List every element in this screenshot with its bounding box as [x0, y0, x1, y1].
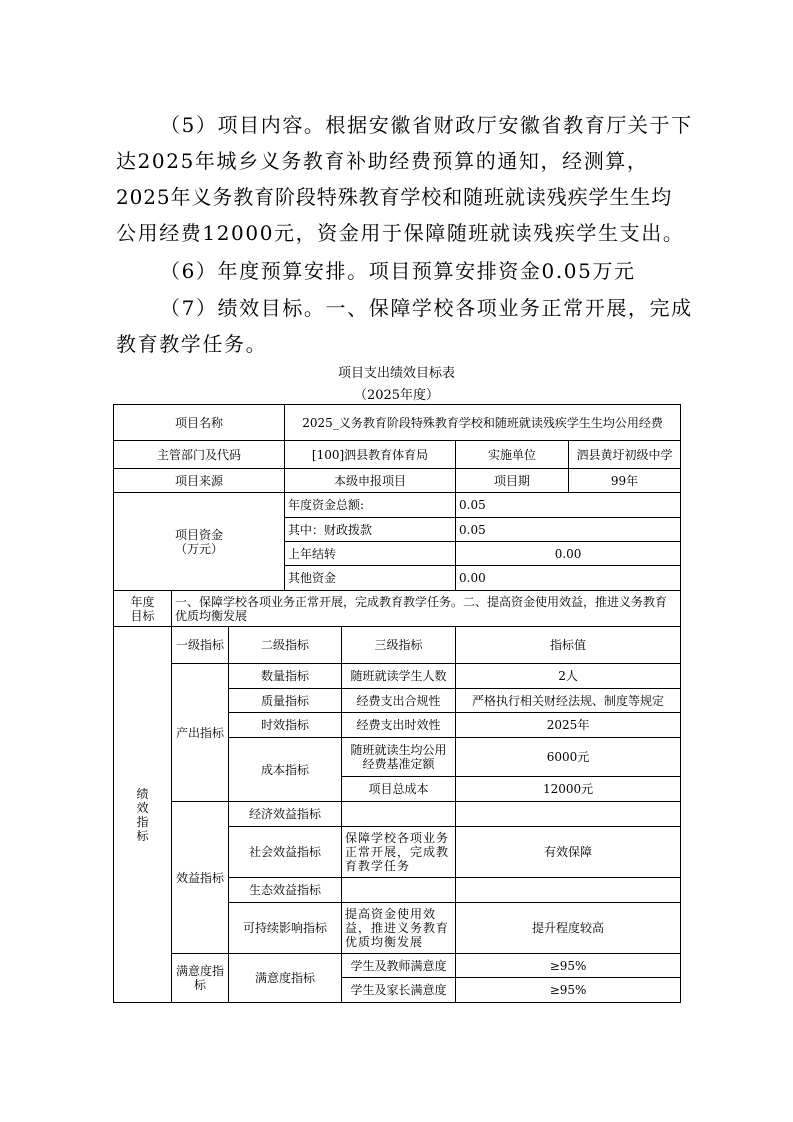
annual-goal-label — [114, 591, 172, 627]
satisfaction1-value: ≥95% — [456, 954, 681, 978]
quality-indicator: 质量指标 — [229, 689, 342, 713]
quality-value: 严格执行相关财经法规、制度等规定 — [456, 689, 681, 713]
total-funds-label: 年度资金总额: — [285, 493, 456, 518]
cost-indicator: 成本指标 — [229, 738, 342, 802]
dept-value: [100]泗县教育体育局 — [285, 441, 456, 469]
annual-goal-label-1: 年度 — [130, 594, 155, 609]
paragraph-7-line-2: 教育教学任务。 — [116, 332, 268, 356]
carryover-label: 上年结转 — [285, 542, 456, 566]
ecological-indicator: 生态效益指标 — [229, 878, 342, 903]
economic-l3 — [342, 802, 456, 827]
cost1-value: 6000元 — [456, 738, 681, 777]
timeliness-l3: 经费支出时效性 — [342, 713, 456, 738]
period-label: 项目期 — [456, 469, 569, 493]
ecological-value — [456, 878, 681, 903]
header-level2: 二级指标 — [229, 627, 342, 664]
satisfaction-l2: 满意度指标 — [229, 954, 342, 1003]
quality-l3: 经费支出合规性 — [342, 689, 456, 713]
economic-indicator: 经济效益指标 — [229, 802, 342, 827]
cost2-l3: 项目总成本 — [342, 777, 456, 802]
project-name-label: 项目名称 — [114, 405, 285, 441]
project-name-value: 2025_义务教育阶段特殊教育学校和随班就读残疾学生生均公用经费 — [285, 405, 681, 441]
cost1-l3: 随班就读生均公用经费基准定额 — [342, 738, 456, 777]
source-value: 本级申报项目 — [285, 469, 456, 493]
other-funds-label: 其他资金 — [285, 566, 456, 591]
unit-value: 泗县黄圩初级中学 — [569, 441, 681, 469]
performance-target-table — [113, 404, 681, 1003]
satisfaction2-l3: 学生及家长满意度 — [342, 978, 456, 1003]
table-year: （2025年度） — [353, 388, 440, 403]
quantity-l3: 随班就读学生人数 — [342, 664, 456, 689]
annual-goal-text: 一、保障学校各项业务正常开展，完成教育教学任务。二、提高资金使用效益，推进义务教育优质均衡发展 — [172, 591, 681, 627]
fiscal-funds-value: 0.05 — [456, 518, 681, 542]
timeliness-value: 2025年 — [456, 713, 681, 738]
ecological-l3 — [342, 878, 456, 903]
sustainability-value: 提升程度较高 — [456, 903, 681, 954]
header-level1: 一级指标 — [172, 627, 229, 664]
paragraph-5-line-3: 2025年义务教育阶段特殊教育学校和随班就读残疾学生生均 — [116, 185, 673, 209]
paragraph-5-line-1: （5）项目内容。根据安徽省财政厅安徽省教育厅关于下 — [160, 113, 693, 137]
fiscal-funds-label: 其中：财政拨款 — [285, 518, 456, 542]
satisfaction1-l3: 学生及教师满意度 — [342, 954, 456, 978]
table-title: 项目支出绩效目标表 — [337, 366, 455, 381]
perf-char-3: 指 — [136, 814, 149, 829]
satisfaction2-value: ≥95% — [456, 978, 681, 1003]
perf-char-4: 标 — [136, 828, 149, 843]
paragraph-5-line-2: 达2025年城乡义务教育补助经费预算的通知，经测算， — [116, 149, 649, 173]
period-value: 99年 — [569, 469, 681, 493]
output-indicator-label: 产出指标 — [172, 664, 229, 802]
cost2-value: 12000元 — [456, 777, 681, 802]
social-l3: 保障学校各项业务正常开展，完成教育教学任务 — [342, 827, 456, 878]
perf-char-1: 绩 — [136, 786, 149, 801]
carryover-value: 0.00 — [456, 542, 681, 566]
header-level3: 三级指标 — [342, 627, 456, 664]
paragraph-6: （6）年度预算安排。项目预算安排资金0.05万元 — [160, 259, 636, 283]
social-indicator: 社会效益指标 — [229, 827, 342, 878]
paragraph-7-line-1: （7）绩效目标。一、保障学校各项业务正常开展，完成 — [160, 296, 693, 320]
total-funds-value: 0.05 — [456, 493, 681, 518]
sustainability-indicator: 可持续影响指标 — [229, 903, 342, 954]
funds-label — [114, 493, 285, 591]
benefit-indicator-label: 效益指标 — [172, 802, 229, 954]
quantity-value: 2人 — [456, 664, 681, 689]
unit-label: 实施单位 — [456, 441, 569, 469]
header-value: 指标值 — [456, 627, 681, 664]
annual-goal-label-2: 目标 — [130, 608, 155, 623]
performance-indicator-label — [114, 627, 172, 1003]
satisfaction-indicator-label: 满意度指标 — [172, 954, 229, 1003]
economic-value — [456, 802, 681, 827]
quantity-indicator: 数量指标 — [229, 664, 342, 689]
sustainability-l3: 提高资金使用效益，推进义务教育优质均衡发展 — [342, 903, 456, 954]
funds-unit: （万元） — [175, 541, 224, 556]
perf-char-2: 效 — [136, 800, 149, 815]
source-label: 项目来源 — [114, 469, 285, 493]
social-value: 有效保障 — [456, 827, 681, 878]
dept-label: 主管部门及代码 — [114, 441, 285, 469]
paragraph-5-line-4: 公用经费12000元，资金用于保障随班就读残疾学生支出。 — [116, 221, 685, 245]
other-funds-value: 0.00 — [456, 566, 681, 591]
funds-label-text: 项目资金 — [175, 527, 224, 542]
timeliness-indicator: 时效指标 — [229, 713, 342, 738]
